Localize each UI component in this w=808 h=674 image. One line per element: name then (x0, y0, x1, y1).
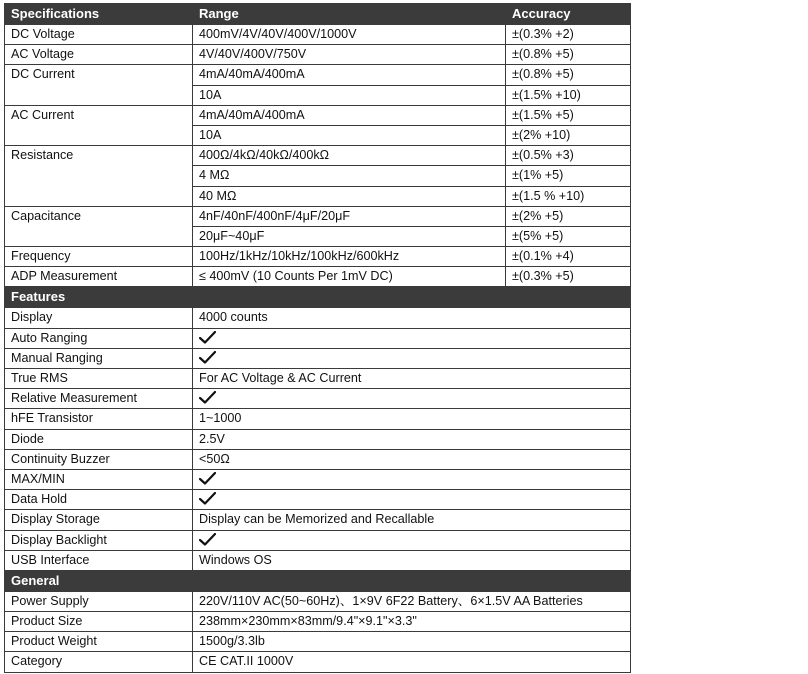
spec-name: DC Voltage (5, 25, 193, 45)
spec-range: 40 MΩ (193, 186, 506, 206)
spec-table (4, 3, 631, 673)
check-mark-icon (199, 391, 216, 404)
feature-value (193, 348, 631, 368)
spec-accuracy: ±(0.8% +5) (506, 45, 631, 65)
feature-row (5, 308, 631, 328)
spec-name: AC Voltage (5, 45, 193, 65)
feature-value: 4000 counts (193, 308, 631, 328)
feature-name: MAX/MIN (5, 469, 193, 489)
spec-sheet (4, 3, 630, 673)
spec-range: 4nF/40nF/400nF/4μF/20μF (193, 206, 506, 226)
features-heading: Features (5, 287, 631, 308)
general-name: Product Size (5, 612, 193, 632)
check-mark-icon (199, 351, 216, 364)
spec-row (5, 25, 631, 45)
range-heading: Range (193, 4, 506, 25)
feature-value: Display can be Memorized and Recallable (193, 510, 631, 530)
spec-range: ≤ 400mV (10 Counts Per 1mV DC) (193, 267, 506, 287)
spec-accuracy: ±(1.5 % +10) (506, 186, 631, 206)
feature-name: Display Backlight (5, 530, 193, 550)
general-row (5, 652, 631, 672)
feature-name: Display Storage (5, 510, 193, 530)
spec-accuracy: ±(0.3% +2) (506, 25, 631, 45)
spec-name: Capacitance (5, 206, 193, 246)
spec-row (5, 146, 631, 166)
feature-value: Windows OS (193, 550, 631, 570)
spec-row (5, 45, 631, 65)
feature-name: Continuity Buzzer (5, 449, 193, 469)
spec-range: 4mA/40mA/400mA (193, 65, 506, 85)
feature-name: hFE Transistor (5, 409, 193, 429)
spec-row (5, 65, 631, 85)
feature-name: Diode (5, 429, 193, 449)
feature-row (5, 389, 631, 409)
check-mark-icon (199, 472, 216, 485)
spec-accuracy: ±(0.1% +4) (506, 247, 631, 267)
general-value: 1500g/3.3lb (193, 632, 631, 652)
spec-range: 4mA/40mA/400mA (193, 105, 506, 125)
feature-name: Relative Measurement (5, 389, 193, 409)
feature-name: Auto Ranging (5, 328, 193, 348)
feature-row (5, 530, 631, 550)
feature-row (5, 449, 631, 469)
feature-name: True RMS (5, 369, 193, 389)
feature-row (5, 348, 631, 368)
spec-row (5, 247, 631, 267)
spec-accuracy: ±(2% +5) (506, 206, 631, 226)
spec-accuracy: ±(0.8% +5) (506, 65, 631, 85)
feature-value (193, 490, 631, 510)
feature-value (193, 328, 631, 348)
general-name: Category (5, 652, 193, 672)
general-name: Power Supply (5, 591, 193, 611)
feature-name: Manual Ranging (5, 348, 193, 368)
general-header-row (5, 570, 631, 591)
general-value: 238mm×230mm×83mm/9.4"×9.1"×3.3" (193, 612, 631, 632)
feature-value (193, 530, 631, 550)
features-header-row (5, 287, 631, 308)
feature-row (5, 469, 631, 489)
check-mark-icon (199, 331, 216, 344)
check-mark-icon (199, 533, 216, 546)
spec-accuracy: ±(0.5% +3) (506, 146, 631, 166)
general-row (5, 612, 631, 632)
feature-value: 2.5V (193, 429, 631, 449)
feature-value: For AC Voltage & AC Current (193, 369, 631, 389)
spec-range: 10A (193, 85, 506, 105)
general-heading: General (5, 570, 631, 591)
general-row (5, 591, 631, 611)
spec-row (5, 206, 631, 226)
spec-range: 4V/40V/400V/750V (193, 45, 506, 65)
feature-row (5, 490, 631, 510)
spec-name: ADP Measurement (5, 267, 193, 287)
spec-range: 10A (193, 125, 506, 145)
spec-range: 100Hz/1kHz/10kHz/100kHz/600kHz (193, 247, 506, 267)
feature-name: Display (5, 308, 193, 328)
feature-row (5, 328, 631, 348)
spec-row (5, 267, 631, 287)
spec-name: DC Current (5, 65, 193, 105)
spec-range: 400mV/4V/40V/400V/1000V (193, 25, 506, 45)
feature-row (5, 369, 631, 389)
spec-accuracy: ±(5% +5) (506, 226, 631, 246)
spec-row (5, 105, 631, 125)
feature-value: <50Ω (193, 449, 631, 469)
feature-value (193, 389, 631, 409)
feature-row (5, 510, 631, 530)
spec-range: 20μF~40μF (193, 226, 506, 246)
check-mark-icon (199, 492, 216, 505)
spec-name: Frequency (5, 247, 193, 267)
general-value: CE CAT.II 1000V (193, 652, 631, 672)
general-value: 220V/110V AC(50~60Hz)、1×9V 6F22 Battery、6×1.5V AA Batteries (193, 591, 631, 611)
general-name: Product Weight (5, 632, 193, 652)
spec-accuracy: ±(2% +10) (506, 125, 631, 145)
feature-row (5, 429, 631, 449)
spec-range: 400Ω/4kΩ/40kΩ/400kΩ (193, 146, 506, 166)
spec-range: 4 MΩ (193, 166, 506, 186)
feature-value: 1~1000 (193, 409, 631, 429)
specifications-heading: Specifications (5, 4, 193, 25)
feature-name: Data Hold (5, 490, 193, 510)
general-row (5, 632, 631, 652)
feature-value (193, 469, 631, 489)
spec-accuracy: ±(1% +5) (506, 166, 631, 186)
specifications-header-row (5, 4, 631, 25)
feature-row (5, 550, 631, 570)
spec-name: Resistance (5, 146, 193, 207)
feature-row (5, 409, 631, 429)
spec-name: AC Current (5, 105, 193, 145)
accuracy-heading: Accuracy (506, 4, 631, 25)
spec-accuracy: ±(1.5% +5) (506, 105, 631, 125)
spec-accuracy: ±(0.3% +5) (506, 267, 631, 287)
feature-name: USB Interface (5, 550, 193, 570)
spec-accuracy: ±(1.5% +10) (506, 85, 631, 105)
